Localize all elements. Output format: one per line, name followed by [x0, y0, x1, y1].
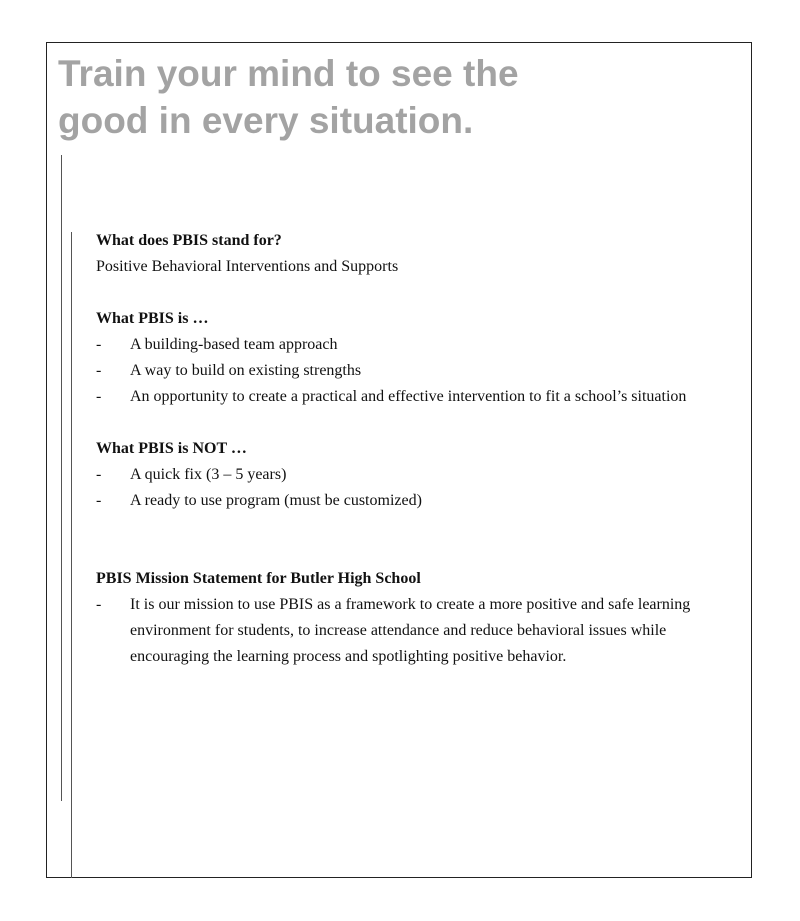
- bullet-list: [96, 592, 736, 670]
- vertical-rule-outer: [61, 155, 62, 801]
- section-heading: What PBIS is …: [96, 310, 209, 327]
- list-item-text: A quick fix (3 – 5 years): [130, 466, 287, 483]
- vertical-rule-inner: [71, 232, 72, 878]
- section-what-pbis-is: [96, 306, 736, 410]
- list-item: [96, 384, 736, 410]
- dash-bullet: -: [96, 596, 102, 613]
- list-item: [96, 488, 736, 514]
- section-heading: PBIS Mission Statement for Butler High School: [96, 570, 421, 587]
- list-item-text: A way to build on existing strengths: [130, 362, 362, 379]
- spacer: [96, 540, 736, 566]
- section-heading: What PBIS is NOT …: [96, 440, 247, 457]
- section-mission: [96, 566, 736, 670]
- list-item-text: An opportunity to create a practical and effective intervention to fit a school’s situation: [130, 388, 687, 405]
- list-item: [96, 462, 736, 488]
- list-item: [96, 332, 736, 358]
- list-item-text: A building-based team approach: [130, 336, 338, 353]
- section-stand-for: [96, 228, 736, 280]
- dash-bullet: -: [96, 492, 102, 509]
- quote-title: [58, 50, 618, 144]
- dash-bullet: -: [96, 362, 102, 379]
- dash-bullet: -: [96, 336, 102, 353]
- section-heading: What does PBIS stand for?: [96, 232, 282, 249]
- document-body: [96, 228, 736, 696]
- dash-bullet: -: [96, 466, 102, 483]
- list-item-text: It is our mission to use PBIS as a framework to create a more positive and safe learning environment for students, to increase attendance and reduce behavioral issues while encouraging the learning process and spotlighting positive behavior.: [130, 596, 691, 665]
- list-item: [96, 592, 736, 670]
- section-text: Positive Behavioral Interventions and Supports: [96, 258, 399, 275]
- dash-bullet: -: [96, 388, 102, 405]
- section-what-pbis-is-not: [96, 436, 736, 514]
- quote-line-1: Train your mind to see the: [58, 53, 519, 94]
- list-item-text: A ready to use program (must be customized): [130, 492, 422, 509]
- bullet-list: [96, 462, 736, 514]
- quote-line-2: good in every situation.: [58, 100, 474, 141]
- bullet-list: [96, 332, 736, 410]
- list-item: [96, 358, 736, 384]
